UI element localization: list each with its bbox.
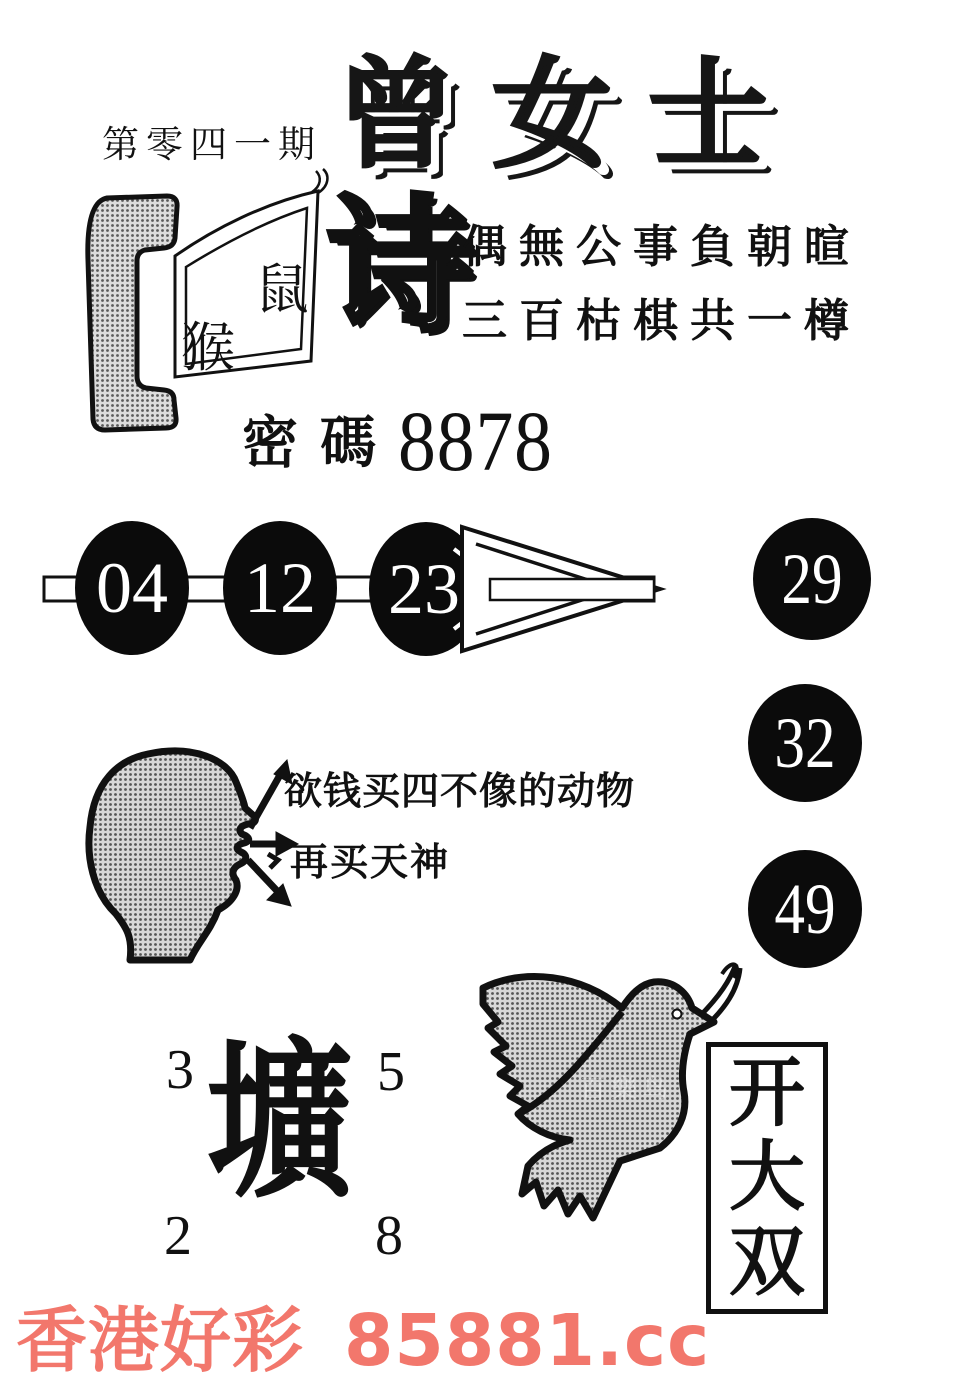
phone-handset-icon [88, 196, 177, 430]
quadrant-number-top-left: 3 [166, 1039, 194, 1101]
ball-number-23: 23 [388, 549, 460, 629]
quadrant-number-bottom-left: 2 [164, 1205, 192, 1267]
ball-number-04: 04 [96, 548, 168, 628]
side-ball-32 [748, 684, 862, 802]
number-arrow-graphic [38, 504, 678, 672]
speaking-head-icon [89, 751, 256, 960]
verdict-char-3: 双 [729, 1220, 805, 1305]
side-ball-49 [748, 850, 862, 968]
poem-char: 诗 [328, 187, 474, 349]
speech-line-2: 再买天神 [290, 842, 451, 884]
poem-line-2: 三百枯棋共一樽 [462, 296, 862, 346]
arrow-shaft-through-head [490, 579, 654, 600]
zodiac-monkey-char: 猴 [181, 318, 235, 378]
dove-eye-icon [673, 1010, 682, 1019]
speech-line-1: 欲钱买四不像的动物 [284, 771, 636, 813]
footer-domain: 85881.cc [344, 1299, 711, 1382]
zodiac-rat-char: 鼠 [255, 260, 309, 320]
issue-label: 第零四一期 [102, 125, 322, 166]
side-ball-29 [753, 518, 871, 640]
footer-banner [16, 1284, 710, 1386]
side-ball-32-number: 32 [774, 702, 836, 783]
verdict-char-2: 大 [729, 1136, 805, 1220]
side-ball-29-number: 29 [781, 538, 843, 619]
poem-text [462, 210, 861, 358]
speech-arrow-up-line [250, 775, 280, 828]
footer-site-name: 香港好彩 [16, 1299, 305, 1382]
dove-watermark: 百樂鸟 [580, 1075, 674, 1104]
password-label: 密碼 [242, 412, 398, 475]
banner-curl-inner [312, 171, 320, 192]
poem-line-1: 偶無公事負朝暄 [462, 222, 862, 272]
verdict-box [706, 1042, 828, 1314]
quadrant-number-top-right: 5 [377, 1041, 405, 1103]
side-ball-49-number: 49 [774, 868, 836, 949]
page-title: 曾女士 [336, 49, 804, 182]
big-character: 壙 [206, 1029, 353, 1219]
verdict-char-1: 开 [729, 1051, 805, 1136]
speaking-head-graphic [78, 742, 313, 967]
ball-number-12: 12 [244, 548, 316, 628]
quadrant-number-bottom-right: 8 [375, 1205, 403, 1267]
password-row [242, 393, 574, 489]
password-value: 8878 [398, 393, 553, 489]
